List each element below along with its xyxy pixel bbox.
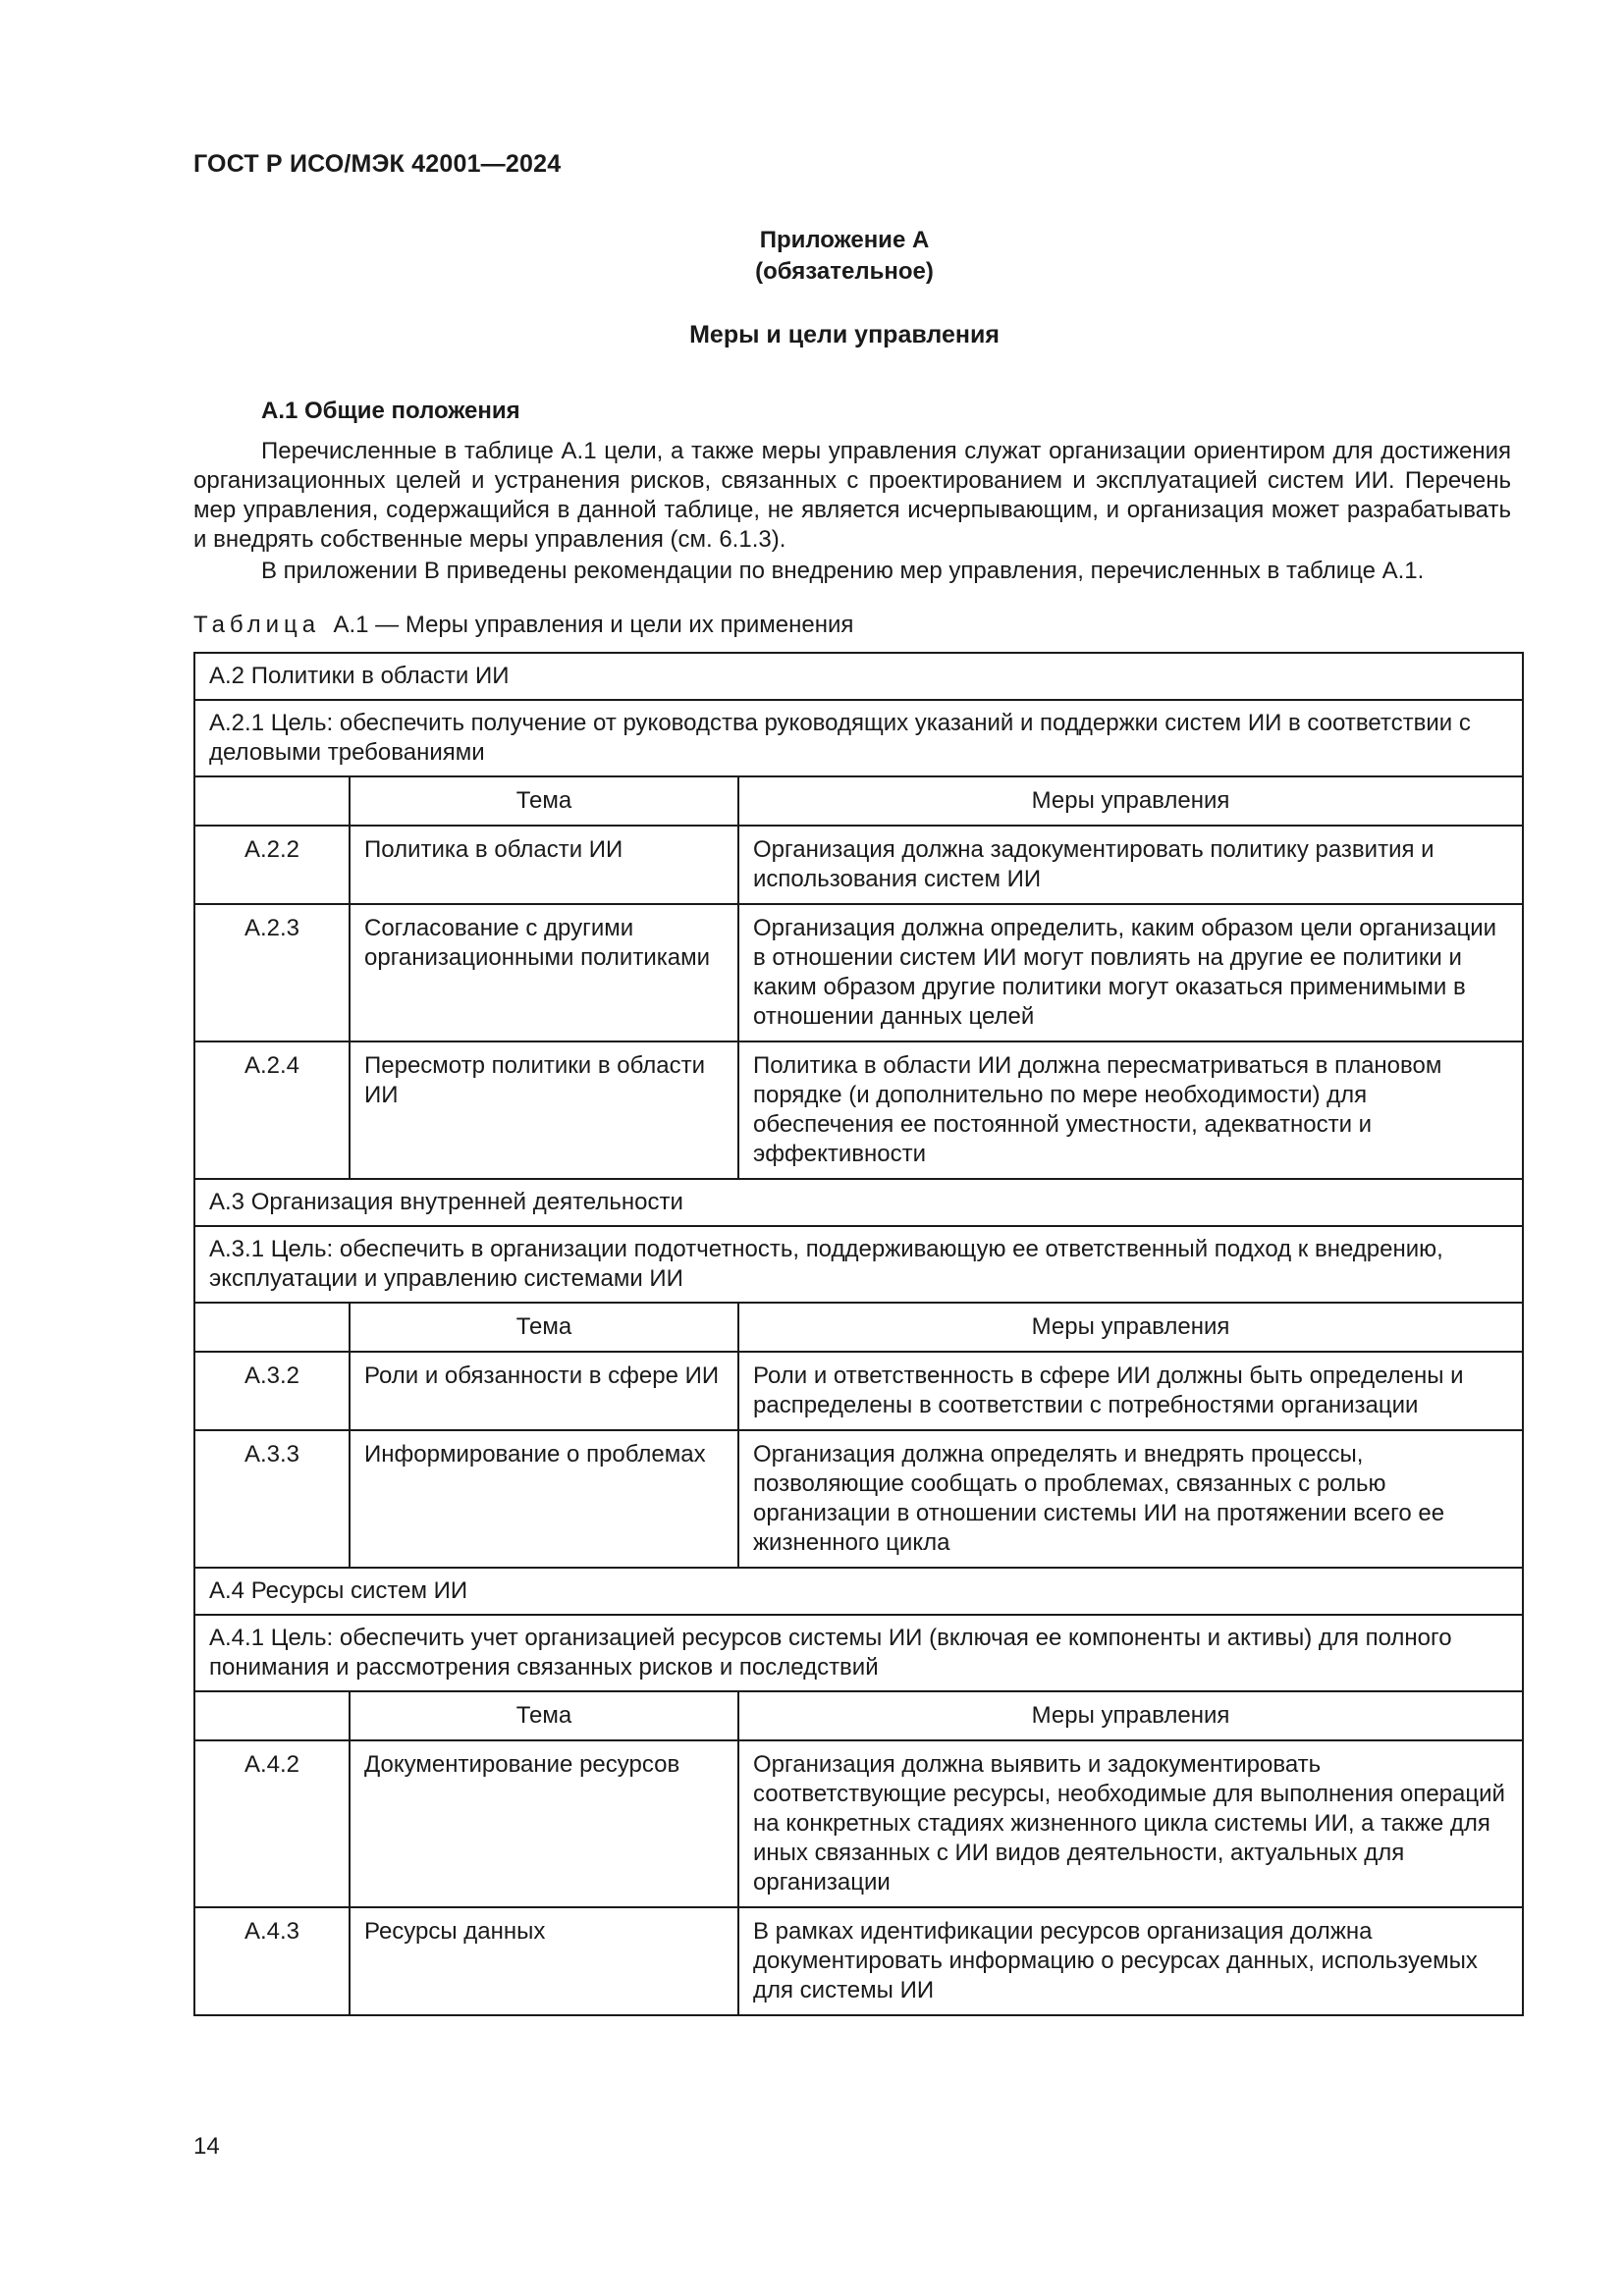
objective-text: А.2.1 Цель: обеспечить получение от руководства руководящих указаний и поддержки систем ИИ в соответствии с деловыми требованиями xyxy=(194,700,1523,776)
control-text: Организация должна определить, каким образом цели организации в отношении систем ИИ могут повлиять на другие ее политики и каким образом другие политики могут оказаться применимыми в отношении данных целей xyxy=(738,904,1523,1041)
objective-text: А.3.1 Цель: обеспечить в организации подотчетность, поддерживающую ее ответственный подход к внедрению, эксплуатации и управлению системами ИИ xyxy=(194,1226,1523,1303)
control-id: А.2.4 xyxy=(194,1041,350,1179)
table-header-row xyxy=(194,776,1523,826)
control-text: Роли и ответственность в сфере ИИ должны быть определены и распределены в соответствии с потребностями организации xyxy=(738,1352,1523,1430)
header-topic: Тема xyxy=(350,776,738,826)
table-caption-prefix: Таблица xyxy=(193,612,321,638)
control-id: А.4.3 xyxy=(194,1907,350,2015)
table-objective-row xyxy=(194,700,1523,776)
control-id: А.3.2 xyxy=(194,1352,350,1430)
table-objective-row xyxy=(194,1615,1523,1691)
control-topic: Пересмотр политики в области ИИ xyxy=(350,1041,738,1179)
control-id: А.3.3 xyxy=(194,1430,350,1568)
section-title: А.3 Организация внутренней деятельности xyxy=(194,1179,1523,1226)
header-empty-cell xyxy=(194,1303,350,1352)
control-text: В рамках идентификации ресурсов организация должна документировать информацию о ресурсах данных, используемых для системы ИИ xyxy=(738,1907,1523,2015)
table-objective-row xyxy=(194,1226,1523,1303)
header-controls: Меры управления xyxy=(738,776,1523,826)
annex-heading: Меры и цели управления xyxy=(689,321,1000,348)
table-header-row xyxy=(194,1691,1523,1740)
controls-table xyxy=(193,652,1524,2016)
control-topic: Ресурсы данных xyxy=(350,1907,738,2015)
control-topic: Политика в области ИИ xyxy=(350,826,738,904)
control-topic: Роли и обязанности в сфере ИИ xyxy=(350,1352,738,1430)
header-controls: Меры управления xyxy=(738,1691,1523,1740)
header-empty-cell xyxy=(194,776,350,826)
control-topic: Согласование с другими организационными политиками xyxy=(350,904,738,1041)
reference-paragraph: В приложении В приведены рекомендации по внедрению мер управления, перечисленных в таблице А.1. xyxy=(261,558,1425,584)
control-id: А.4.2 xyxy=(194,1740,350,1907)
header-empty-cell xyxy=(194,1691,350,1740)
header-topic: Тема xyxy=(350,1691,738,1740)
control-text: Политика в области ИИ должна пересматриваться в плановом порядке (и дополнительно по мере необходимости) для обеспечения ее постоянной уместности, адекватности и эффективности xyxy=(738,1041,1523,1179)
table-row xyxy=(194,1430,1523,1568)
table-row xyxy=(194,1740,1523,1907)
table-row xyxy=(194,826,1523,904)
table-header-row xyxy=(194,1303,1523,1352)
table-section-row xyxy=(194,1179,1523,1226)
table-section-row xyxy=(194,653,1523,700)
control-topic: Информирование о проблемах xyxy=(350,1430,738,1568)
table-row xyxy=(194,1907,1523,2015)
table-caption-text: А.1 — Меры управления и цели их применения xyxy=(333,612,854,638)
table-caption xyxy=(193,611,853,640)
table-row xyxy=(194,1041,1523,1179)
header-controls: Меры управления xyxy=(738,1303,1523,1352)
page-number: 14 xyxy=(193,2133,220,2160)
table-section-row xyxy=(194,1568,1523,1615)
control-text: Организация должна задокументировать политику развития и использования систем ИИ xyxy=(738,826,1523,904)
annex-title: Приложение А xyxy=(759,227,930,253)
annex-status: (обязательное) xyxy=(755,258,934,285)
header-topic: Тема xyxy=(350,1303,738,1352)
control-text: Организация должна выявить и задокументировать соответствующие ресурсы, необходимые для выполнения операций на конкретных стадиях жизненного цикла системы ИИ, а также для иных связанных с ИИ видов деятельности, актуальных для организации xyxy=(738,1740,1523,1907)
control-id: А.2.2 xyxy=(194,826,350,904)
control-topic: Документирование ресурсов xyxy=(350,1740,738,1907)
section-title: А.2 Политики в области ИИ xyxy=(194,653,1523,700)
section-heading: А.1 Общие положения xyxy=(261,398,520,424)
table-row xyxy=(194,1352,1523,1430)
intro-paragraph: Перечисленные в таблице А.1 цели, а также меры управления служат организации ориентиром для достижения организационных целей и устранения рисков, связанных с проектированием и эксплуатацией систем ИИ. Перечень мер управления, содержащийся в данной таблице, не является исчерпывающим, и организация может разрабатывать и внедрять собственные меры управления (см. 6.1.3). xyxy=(193,438,1511,553)
table-row xyxy=(194,904,1523,1041)
objective-text: А.4.1 Цель: обеспечить учет организацией ресурсов системы ИИ (включая ее компоненты и активы) для полного понимания и рассмотрения связанных рисков и последствий xyxy=(194,1615,1523,1691)
control-id: А.2.3 xyxy=(194,904,350,1041)
document-code: ГОСТ Р ИСО/МЭК 42001—2024 xyxy=(193,150,562,178)
section-title: А.4 Ресурсы систем ИИ xyxy=(194,1568,1523,1615)
control-text: Организация должна определять и внедрять процессы, позволяющие сообщать о проблемах, связанных с ролью организации в отношении системы ИИ на протяжении всего ее жизненного цикла xyxy=(738,1430,1523,1568)
